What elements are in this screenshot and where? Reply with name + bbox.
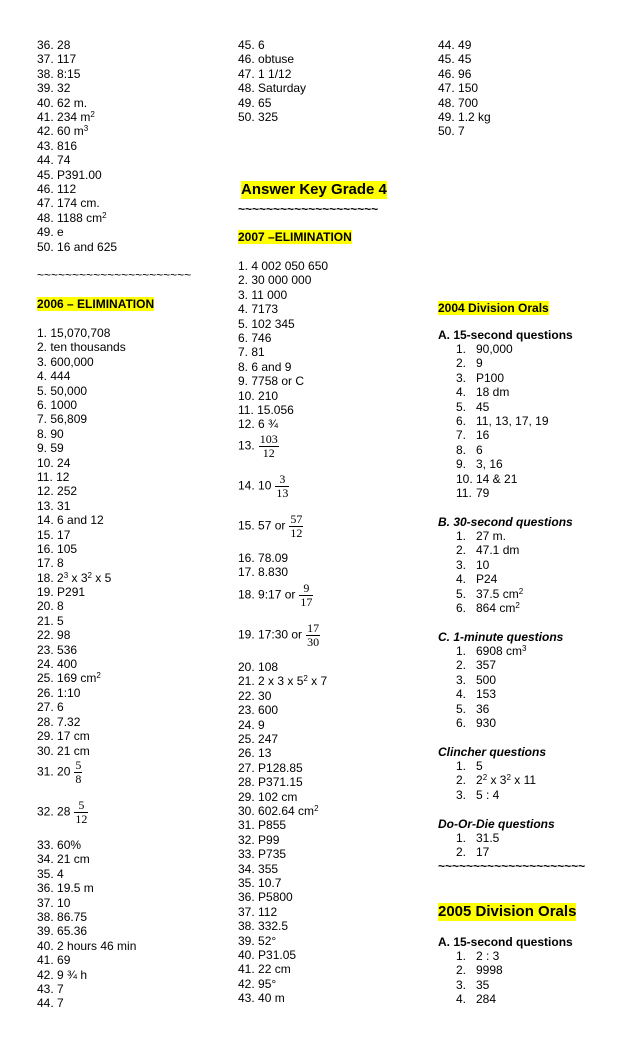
- answer-item: 49. 1.2 kg: [438, 110, 491, 124]
- answer-item: [456, 572, 497, 586]
- list-value: 9: [476, 356, 483, 371]
- answer-item: 34. 355: [238, 861, 279, 876]
- list-number: 5.: [456, 586, 467, 601]
- answer-item: [456, 472, 517, 486]
- fraction: [289, 513, 303, 540]
- answer-item: [456, 845, 489, 859]
- list-number: 6.: [456, 601, 467, 615]
- tilde-separator: ~~~~~~~~~~~~~~~~~~~~~: [438, 859, 586, 873]
- answer-item: 16. 105: [37, 542, 78, 556]
- fraction-label: 32. 28: [37, 804, 71, 819]
- answer-item: 35. 4: [37, 866, 64, 881]
- list-value: 153: [476, 687, 497, 702]
- answer-item: [456, 371, 504, 385]
- list-number: 4.: [456, 687, 467, 702]
- answer-item: 9. 59: [37, 441, 64, 456]
- answer-item: 40. 62 m.: [37, 95, 88, 110]
- answer-item: [456, 644, 526, 658]
- answer-item: 29. 102 cm: [238, 789, 298, 804]
- list-number: 2.: [456, 773, 467, 788]
- answer-item: 44. 49: [438, 38, 472, 52]
- section-heading-2004-division-orals: 2004 Division Orals: [438, 301, 549, 315]
- answer-item-fraction: [37, 799, 88, 826]
- answer-item: 47. 1 1/12: [238, 66, 292, 81]
- answer-item: [456, 400, 489, 414]
- fraction-denominator: 12: [262, 446, 275, 460]
- list-value: 9998: [476, 963, 503, 978]
- answer-item: [456, 342, 513, 356]
- fraction-numerator: 103: [259, 432, 278, 446]
- section-heading-2005-division-orals: 2005 Division Orals: [438, 903, 577, 920]
- answer-item: 46. obtuse: [238, 52, 295, 67]
- list-value: 79: [476, 486, 490, 500]
- fraction-denominator: 30: [307, 635, 320, 649]
- answer-item: [456, 963, 503, 977]
- answer-item: 44. 74: [37, 153, 71, 168]
- fraction-denominator: 17: [300, 595, 313, 609]
- fraction: [74, 759, 82, 786]
- answer-item-fraction: [238, 433, 279, 460]
- list-number: 4.: [456, 572, 467, 587]
- answer-item: 50. 325: [238, 110, 279, 124]
- answer-item: 5. 50,000: [37, 383, 88, 398]
- list-number: 4.: [456, 385, 467, 400]
- answer-item: 4. 7173: [238, 302, 279, 317]
- list-number: 1.: [456, 644, 467, 658]
- answer-item: 48. 1188 $cm^2$: [37, 210, 107, 225]
- fraction: [74, 799, 88, 826]
- answer-item: 3. 11 000: [238, 287, 288, 302]
- list-value: 47.1 dm: [476, 543, 520, 558]
- answer-item: 29. 17 cm: [37, 729, 90, 744]
- answer-item: 15. 17: [37, 527, 71, 542]
- list-number: 8.: [456, 442, 467, 457]
- answer-item: 26. 13: [238, 746, 272, 761]
- answer-item: 34. 21 cm: [37, 852, 90, 867]
- fraction: [299, 582, 313, 609]
- answer-item: 37. 117: [37, 52, 77, 67]
- fraction-numerator: 3: [275, 473, 289, 487]
- list-value: 930: [476, 716, 497, 730]
- answer-item: 2. 30 000 000: [238, 273, 312, 288]
- answer-item: 30. 21 cm: [37, 743, 90, 758]
- fraction-label: 14. 10: [238, 478, 272, 493]
- answer-item: 27. P128.85: [238, 760, 303, 775]
- answer-item: 40. 2 hours 46 min: [37, 938, 137, 953]
- list-value: 284: [476, 992, 497, 1007]
- list-value: 16: [476, 428, 490, 443]
- list-number: 2.: [456, 543, 467, 558]
- answer-item: 9. 7758 or C: [238, 374, 305, 389]
- answer-item: 20. 108: [238, 660, 279, 674]
- list-value: 27 m.: [476, 529, 507, 543]
- answer-item: 36. P5800: [238, 890, 293, 905]
- answer-item: 2. ten thousands: [37, 340, 126, 355]
- list-number: 6.: [456, 716, 467, 730]
- answer-item: 43. 816: [37, 138, 78, 153]
- answer-item: [456, 457, 503, 471]
- answer-item: 44. 7: [37, 996, 64, 1011]
- list-value: 3, 16: [476, 457, 503, 472]
- answer-item: 20. 8: [37, 599, 64, 614]
- subsection-heading: Do-Or-Die questions: [438, 817, 555, 831]
- list-value: 35: [476, 977, 490, 992]
- list-value: 864 $cm^2$: [476, 601, 520, 615]
- list-value: 10: [476, 557, 490, 572]
- answer-item: 36. 19.5 m: [37, 881, 94, 896]
- answer-item: [456, 687, 496, 701]
- answer-item: 26. 1:10: [37, 686, 81, 700]
- answer-item-fraction: [238, 582, 313, 609]
- answer-item: 33. 60%: [37, 838, 82, 852]
- answer-item: 16. 78.09: [238, 551, 289, 565]
- list-number: 3.: [456, 557, 467, 572]
- answer-item: [456, 759, 483, 773]
- list-value: 5 : 4: [476, 787, 500, 802]
- fraction-label: 31. 20: [37, 764, 71, 779]
- list-value: 17: [476, 845, 490, 860]
- list-number: 2.: [456, 356, 467, 371]
- subsection-heading: C. 1-minute questions: [438, 630, 564, 644]
- answer-item: 22. 30: [238, 688, 272, 703]
- answer-item: 25. 169 $cm^2$: [37, 671, 101, 685]
- list-number: 7.: [456, 428, 467, 443]
- answer-item: 48. 700: [438, 95, 479, 110]
- answer-item: 38. 86.75: [37, 910, 88, 924]
- list-number: 2.: [456, 658, 467, 673]
- answer-item: 41. 22 cm: [238, 962, 291, 977]
- answer-item: 48. Saturday: [238, 81, 307, 96]
- answer-item: 37. 10: [37, 895, 71, 910]
- answer-item: 24. 400: [37, 657, 78, 671]
- list-value: P24: [476, 572, 498, 587]
- answer-item: 43. 40 m: [238, 991, 285, 1006]
- answer-item: [456, 486, 489, 500]
- answer-item: 39. 65.36: [37, 924, 88, 939]
- list-value: 18 dm: [476, 385, 510, 400]
- answer-item: 38. 332.5: [238, 919, 289, 934]
- list-number: 3.: [456, 977, 467, 992]
- answer-item: 45. 45: [438, 52, 472, 67]
- subsection-heading: Clincher questions: [438, 745, 547, 759]
- list-number: 5.: [456, 399, 467, 414]
- answer-item: 17. 8.830: [238, 565, 289, 580]
- list-value: 37.5 $cm^2$: [476, 586, 524, 601]
- section-heading-2007-elimination: 2007 –ELIMINATION: [238, 230, 352, 244]
- answer-item: 38. 8:15: [37, 66, 81, 81]
- fraction-numerator: 9: [299, 582, 313, 596]
- list-value: 31.5: [476, 831, 500, 845]
- answer-item: 31. P855: [238, 818, 287, 833]
- list-value: 45: [476, 399, 490, 414]
- answer-item: 6. 746: [238, 331, 272, 345]
- answer-item: 23. 536: [37, 642, 78, 657]
- list-number: 6.: [456, 414, 467, 428]
- list-number: 1.: [456, 529, 467, 543]
- fraction: [275, 473, 289, 500]
- answer-item: 28. 7.32: [37, 714, 81, 729]
- fraction: [259, 433, 279, 460]
- answer-item: 10. 24: [37, 455, 71, 470]
- answer-item: 7. 56,809: [37, 412, 88, 427]
- list-value: 90,000: [476, 342, 513, 356]
- answer-item: [456, 558, 489, 572]
- answer-item: 7. 81: [238, 345, 265, 360]
- list-number: 2.: [456, 963, 467, 978]
- answer-item: 21. 2 x 3 x $5^2$ x 7: [238, 674, 328, 689]
- fraction-numerator: 57: [290, 512, 303, 526]
- fraction-denominator: 12: [290, 526, 303, 540]
- answer-item: 45. P391.00: [37, 167, 102, 182]
- answer-item: 3. 600,000: [37, 354, 94, 369]
- answer-item: 12. 6 ¾: [238, 417, 279, 432]
- answer-item: 42. 95°: [238, 976, 277, 991]
- answer-item: [456, 356, 483, 370]
- answer-item: 11. 15.056: [238, 403, 294, 417]
- answer-item: [456, 587, 523, 601]
- answer-item: 37. 112: [238, 904, 278, 919]
- answer-item: 47. 174 cm.: [37, 196, 100, 211]
- section-heading-2006-elimination: 2006 – ELIMINATION: [37, 297, 155, 311]
- fraction-label: 15. 57 or: [238, 518, 286, 533]
- fraction-label: 19. 17:30 or: [238, 627, 303, 642]
- tilde-separator: ~~~~~~~~~~~~~~~~~~~~: [238, 202, 379, 216]
- answer-item: 24. 9: [238, 717, 265, 732]
- answer-item: 33. P735: [238, 847, 287, 862]
- answer-item-fraction: [37, 759, 82, 786]
- list-value: 6908 $cm^3$: [476, 644, 527, 658]
- list-number: 3.: [456, 370, 467, 385]
- answer-item: 8. 6 and 9: [238, 359, 292, 374]
- answer-item: 12. 252: [37, 484, 78, 499]
- answer-item: [456, 385, 509, 399]
- fraction-label: 18. 9:17 or: [238, 587, 296, 602]
- answer-item: 23. 600: [238, 703, 279, 718]
- list-number: 2.: [456, 845, 467, 860]
- answer-item: 27. 6: [37, 700, 64, 715]
- answer-item: [456, 992, 496, 1006]
- list-value: 5: [476, 759, 483, 773]
- answer-item: 47. 150: [438, 81, 479, 96]
- answer-item: 49. e: [37, 225, 64, 240]
- answer-item: 10. 210: [238, 388, 279, 403]
- answer-item: [456, 788, 499, 802]
- answer-item: [456, 658, 496, 672]
- list-value: 6: [476, 442, 483, 457]
- answer-item: 19. P291: [37, 585, 86, 599]
- fraction: [306, 622, 320, 649]
- answer-item: 50. 16 and 625: [37, 239, 118, 254]
- answer-item: [456, 702, 489, 716]
- answer-item: [456, 773, 536, 787]
- list-value: 11, 13, 17, 19: [476, 414, 549, 428]
- answer-item: 43. 7: [37, 982, 64, 996]
- answer-item: 1. 4 002 050 650: [238, 259, 329, 273]
- answer-item-fraction: [238, 513, 303, 540]
- answer-item: 39. 52°: [238, 933, 277, 948]
- document-title: Answer Key Grade 4: [241, 181, 387, 198]
- answer-item: 4. 444: [37, 369, 71, 384]
- answer-item: [456, 428, 489, 442]
- answer-item-fraction: [238, 622, 320, 649]
- answer-item: 1. 15,070,708: [37, 326, 111, 340]
- answer-item: 17. 8: [37, 556, 64, 571]
- list-value: 14 & 21: [476, 471, 518, 486]
- fraction-numerator: 17: [307, 621, 320, 635]
- list-number: 10.: [456, 471, 473, 486]
- answer-item: 50. 7: [438, 124, 465, 139]
- answer-item: [456, 831, 499, 845]
- answer-item: 14. 6 and 12: [37, 513, 104, 528]
- answer-item: 32. P99: [238, 832, 280, 847]
- list-value: 357: [476, 658, 497, 673]
- fraction-numerator: 5: [74, 799, 88, 813]
- answer-item: 18. $2^3$ x $3^2$ x 5: [37, 571, 112, 585]
- answer-item: [456, 978, 489, 992]
- list-number: 1.: [456, 831, 467, 845]
- list-number: 3.: [456, 787, 467, 802]
- fraction-label: 13.: [238, 438, 255, 453]
- answer-item: [456, 949, 499, 963]
- answer-item: 41. 69: [37, 953, 71, 968]
- list-value: 500: [476, 672, 497, 687]
- answer-item: 42. 9 ¾ h: [37, 967, 88, 982]
- answer-item: 45. 6: [238, 38, 265, 52]
- answer-item: [456, 529, 506, 543]
- tilde-separator: ~~~~~~~~~~~~~~~~~~~~~~: [37, 268, 192, 282]
- fraction-denominator: 12: [75, 812, 88, 826]
- answer-item: [456, 716, 496, 730]
- answer-item: 39. 32: [37, 81, 71, 96]
- subsection-heading: B. 30-second questions: [438, 515, 573, 529]
- list-number: 1.: [456, 759, 467, 773]
- answer-item: 6. 1000: [37, 398, 78, 412]
- list-number: 9.: [456, 457, 467, 472]
- answer-item: 40. P31.05: [238, 948, 297, 962]
- answer-item: [456, 601, 520, 615]
- answer-item: 11. 12: [37, 470, 70, 484]
- answer-item: 22. 98: [37, 628, 71, 643]
- subsection-heading: A. 15-second questions: [438, 328, 573, 342]
- subsection-heading: A. 15-second questions: [438, 935, 573, 949]
- list-number: 4.: [456, 992, 467, 1007]
- list-number: 3.: [456, 672, 467, 687]
- list-number: 11.: [456, 486, 472, 500]
- fraction-numerator: 5: [75, 758, 82, 772]
- list-value: $2^2$ x $3^2$ x 11: [476, 773, 537, 788]
- answer-item: [456, 443, 483, 457]
- answer-item-fraction: [238, 473, 289, 500]
- answer-item: 41. 234 $m^2$: [37, 110, 95, 124]
- fraction-denominator: 8: [75, 772, 82, 786]
- answer-item: 36. 28: [37, 38, 71, 52]
- list-value: P100: [476, 370, 505, 385]
- answer-item: 25. 247: [238, 732, 279, 746]
- list-number: 1.: [456, 949, 467, 963]
- answer-item: [456, 543, 519, 557]
- answer-item: 21. 5: [37, 613, 64, 628]
- answer-item: [456, 673, 496, 687]
- answer-item: 46. 96: [438, 66, 472, 81]
- answer-item: 46. 112: [37, 182, 77, 196]
- answer-item: 28. P371.15: [238, 775, 303, 790]
- answer-item: 49. 65: [238, 95, 272, 110]
- list-value: 36: [476, 701, 490, 716]
- answer-item: 13. 31: [37, 498, 71, 513]
- answer-item: [456, 414, 549, 428]
- answer-item: 35. 10.7: [238, 876, 282, 890]
- list-number: 5.: [456, 701, 467, 716]
- answer-item: 42. 60 $m^3$: [37, 124, 89, 139]
- fraction-denominator: 13: [276, 486, 289, 500]
- answer-item: 30. 602.64 $cm^2$: [238, 804, 319, 818]
- answer-item: 8. 90: [37, 426, 64, 441]
- answer-item: 5. 102 345: [238, 316, 295, 331]
- list-value: 2 : 3: [476, 949, 500, 963]
- list-number: 1.: [456, 342, 467, 356]
